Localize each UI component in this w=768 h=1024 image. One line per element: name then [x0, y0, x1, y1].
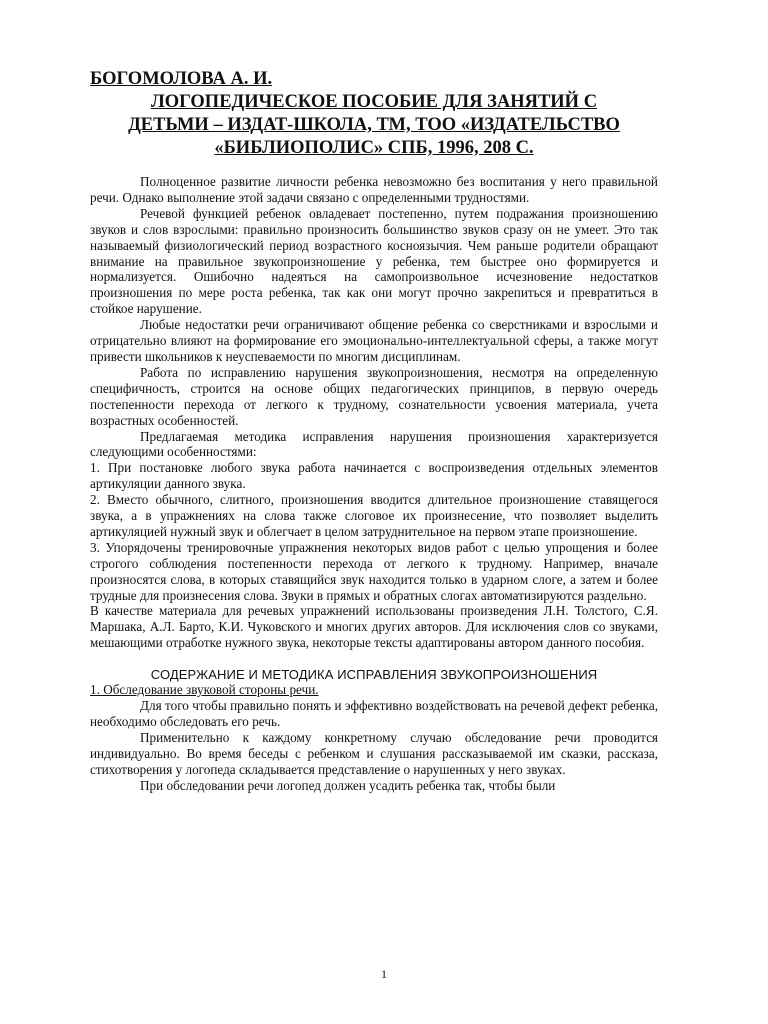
list-item: В качестве материала для речевых упражнений использованы произведения Л.Н. Толстого, С.Я. Маршака, А.Л. Барто, К.И. Чуковского и многих других авторов. Для исключения слов со звуками, мешающими отработке нужного звука, некоторые тексты адаптированы автором данного пособия. [90, 603, 658, 651]
title-line-2: ДЕТЬМИ – ИЗДАТ-ШКОЛА, ТМ, ТОО «ИЗДАТЕЛЬСТВО [128, 115, 620, 135]
intro-body [90, 174, 658, 651]
paragraph: Работа по исправлению нарушения звукопроизношения, несмотря на определенную специфичность, строится на основе общих педагогических принципов, в первую очередь постепенности перехода от легкого к трудному, сознательности усвоения материала, учета возрастных особенностей. [90, 364, 658, 428]
paragraph: Для того чтобы правильно понять и эффективно воздействовать на речевой дефект ребенка, необходимо обследовать его речь. [90, 698, 658, 730]
paragraph: При обследовании речи логопед должен усадить ребенка так, чтобы были [140, 777, 556, 793]
paragraph: Речевой функцией ребенок овладевает постепенно, путем подражания произношению звуков и слов взрослыми: правильно произносить большинство звуков сразу он не умеет. Это так называемый физиологический период возрастного косноязычия. Чем раньше родители обращают внимание на правильное звукопроизношение у ребенка, тем быстрее оно формируется и нормализуется. Ошибочно надеяться на самопроизвольное исчезновение недостатков произношения по мере роста ребенка, так как они могут прочно закрепиться и превратиться в стойкое нарушение. [90, 205, 658, 317]
subsection-title: 1. Обследование звуковой стороны речи. [90, 682, 319, 698]
page-number: 1 [381, 967, 387, 981]
title-line-1: ЛОГОПЕДИЧЕСКОЕ ПОСОБИЕ ДЛЯ ЗАНЯТИЙ С [150, 92, 598, 112]
section-body [90, 698, 658, 793]
document-page [90, 68, 658, 794]
paragraph: Применительно к каждому конкретному случаю обследование речи проводится индивидуально. Во время беседы с ребенком и слушания рассказываемой им сказки, рассказа, стихотворения у логопеда складывается представление о нарушенных у него звуках. [90, 730, 658, 777]
paragraph: Полноценное развитие личности ребенка невозможно без воспитания у него правильной речи. Однако выполнение этой задачи связано с определенными трудностями. [90, 174, 658, 205]
document-heading [90, 68, 658, 160]
author-name: БОГОМОЛОВА А. И. [90, 69, 273, 89]
list-item: 2. Вместо обычного, слитного, произношения вводится длительное произношение ставящегося звука, а в упражнениях на слова также слоговое их произнесение, что позволяет выделить артикуляцией нужный звук и облегчает в целом затруднительное на первом этапе произношение. [90, 492, 658, 539]
title-line-3: «БИБЛИОПОЛИС» СПБ, 1996, 208 С. [214, 138, 534, 158]
paragraph: Любые недостатки речи ограничивают общение ребенка со сверстниками и взрослыми и отрицательно влияют на формирование его эмоционально-интеллектуальной сферы, а также могут привести школьников к неуспеваемости по многим дисциплинам. [90, 317, 658, 364]
list-item: 3. Упорядочены тренировочные упражнения некоторых видов работ с целью упрощения и более строгого соблюдения постепенности перехода от легкого к трудному. Например, вначале произносятся слова, в которых ставящийся звук находится только в ударном слоге, а затем и более трудные для произнесения слова. Звуки в прямых и обратных слогах автоматизируются раздельно. [90, 539, 658, 603]
list-item: 1. При постановке любого звука работа начинается с воспроизведения отдельных элементов артикуляции данного звука. [90, 460, 658, 492]
section-title: СОДЕРЖАНИЕ И МЕТОДИКА ИСПРАВЛЕНИЯ ЗВУКОПРОИЗНОШЕНИЯ [150, 667, 598, 683]
paragraph: Предлагаемая методика исправления нарушения произношения характеризуется следующими особенностями: [90, 428, 658, 460]
